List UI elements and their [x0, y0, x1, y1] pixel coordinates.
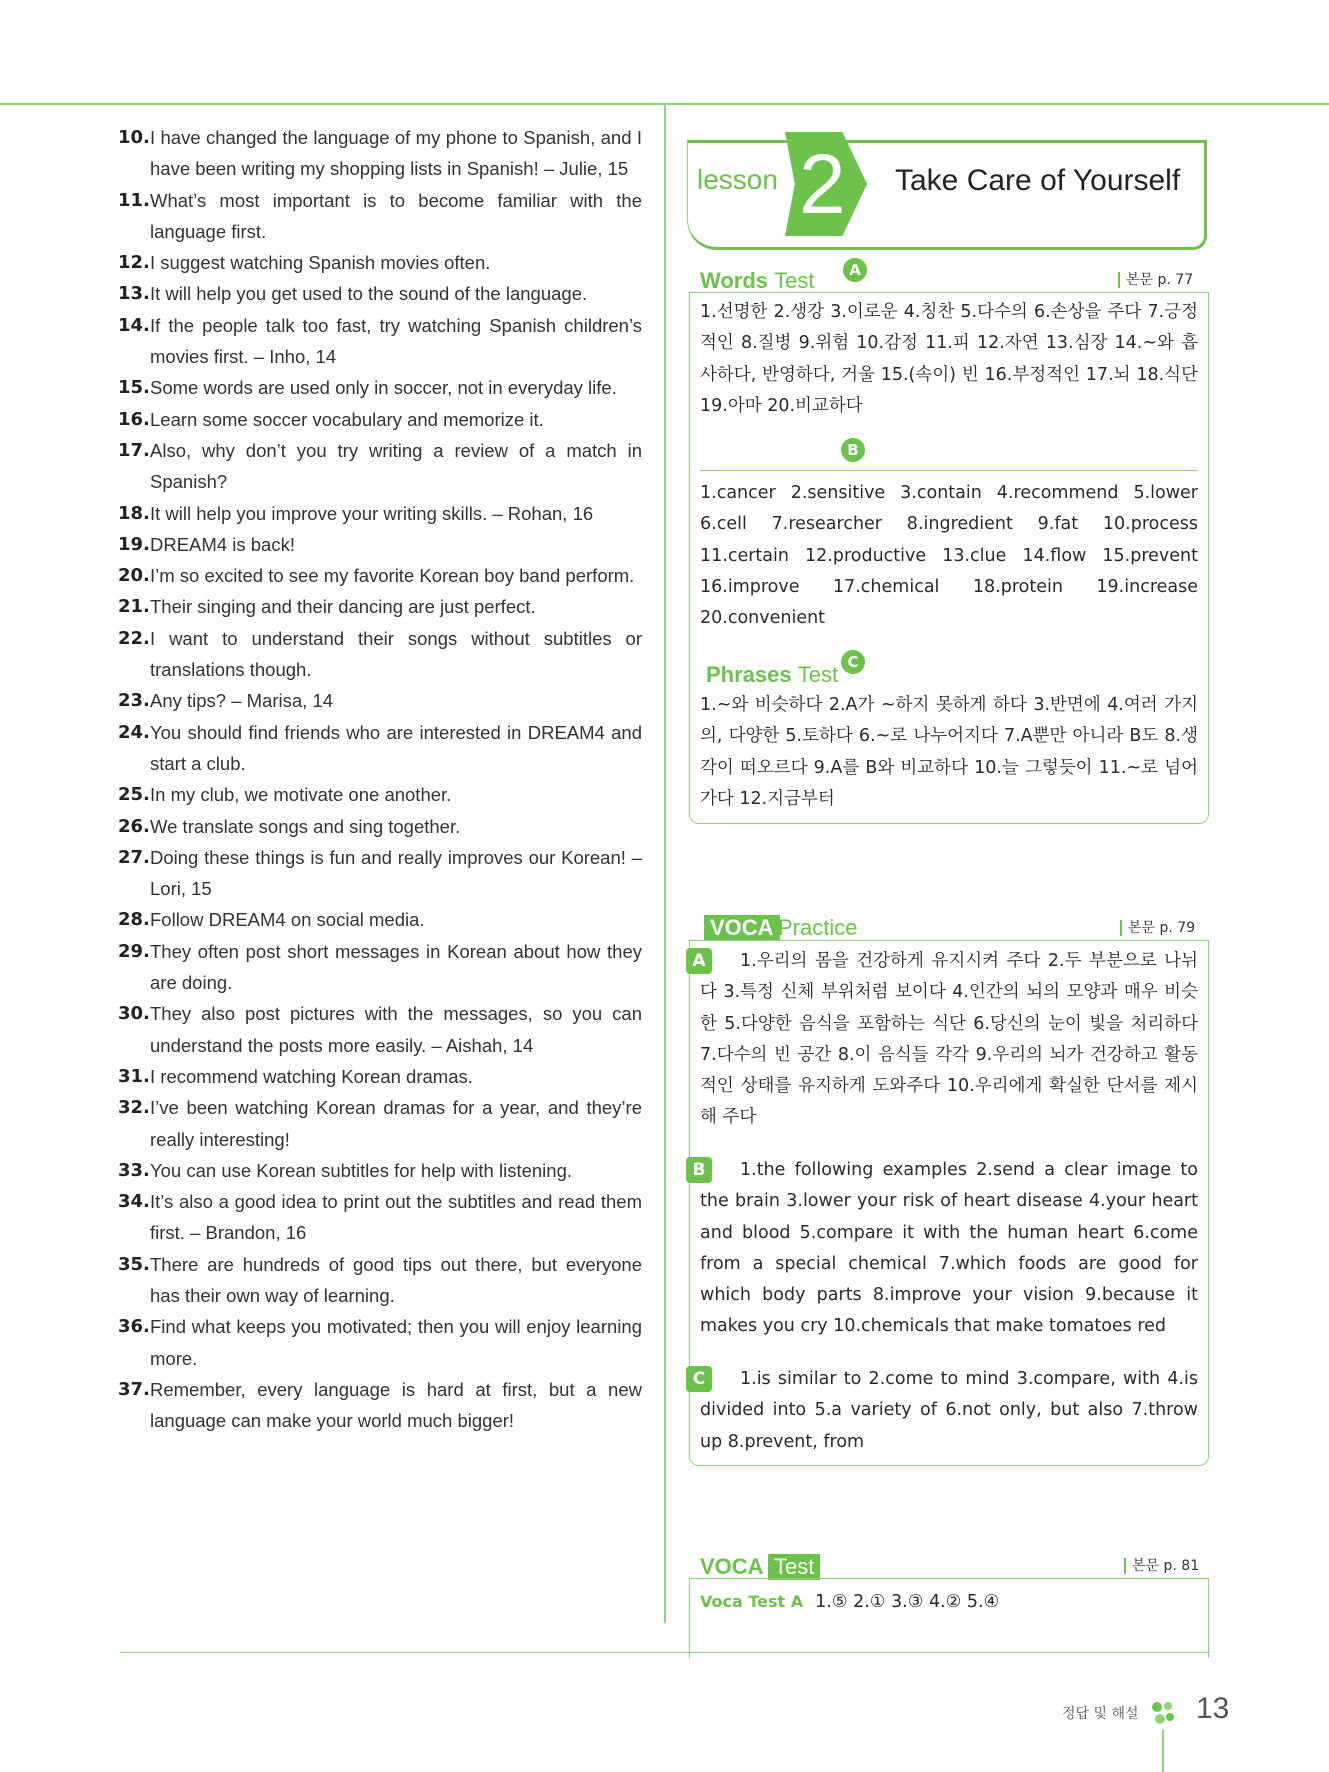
phrases-test-answers: 1.~와 비슷하다 2.A가 ~하지 못하게 하다 3.반면에 4.여러 가지의, 다양한 5.토하다 6.~로 나누어지다 7.A뿐만 아니라 B도 8.생각이 떠오르다 9.A를 B와 비교하다 10.늘 그렇듯이 11.~로 넘어가다 12.지금부터 [700, 695, 1198, 809]
section-a-badge: A [843, 258, 867, 282]
page-number: 13 [1196, 1692, 1230, 1725]
answer-item [118, 1155, 642, 1186]
answer-item [118, 685, 642, 716]
phrases-test-title-bold: Phrases [706, 662, 792, 687]
footer-label: 정답 및 해설 [1062, 1706, 1139, 1722]
answer-text: Remember, every language is hard at first, but a new language can make your world much bigger! [150, 1378, 642, 1432]
answer-item [118, 936, 642, 999]
words-test-title-bold: Words [700, 268, 769, 293]
answer-number: 26. [118, 815, 150, 837]
answer-number: 30. [118, 1003, 150, 1025]
words-test-a-answers: 1.선명한 2.생강 3.이로운 4.칭찬 5.다수의 6.손상을 주다 7.긍정적인 8.질병 9.위험 10.감정 11.피 12.자연 13.심장 14.~와 흡사하다, 반영하다, 거울 15.(속이) 빈 16.부정적인 17.뇌 18.식단 19.아마 20.비교하다 [700, 302, 1198, 416]
answer-item [118, 1249, 642, 1312]
phrases-test-title [706, 662, 838, 688]
answer-item [118, 1061, 642, 1092]
answer-number: 32. [118, 1097, 150, 1119]
answer-item [118, 372, 642, 403]
answer-text: It will help you improve your writing skills. – Rohan, 16 [150, 502, 594, 524]
answer-number: 15. [118, 377, 150, 399]
answer-item [118, 1092, 642, 1155]
voca-practice-c [692, 1364, 1198, 1458]
answer-text: You can use Korean subtitles for help with listening. [150, 1159, 572, 1181]
section-c-badge: C [841, 650, 865, 674]
voca-test-title: VOCA [700, 1554, 764, 1579]
voca-practice-tag: VOCA [704, 915, 780, 941]
answer-number: 18. [118, 502, 150, 524]
answer-item [118, 717, 642, 780]
answer-item [118, 591, 642, 622]
answer-number: 12. [118, 252, 150, 274]
phrases-test-title-thin: Test [797, 662, 839, 687]
voca-practice-c-badge: C [686, 1366, 712, 1392]
answer-number: 37. [118, 1378, 150, 1400]
answer-text: Also, why don’t you try writing a review of a match in Spanish? [150, 439, 642, 493]
voca-test-answers: 1.⑤ 2.① 3.③ 4.② 5.④ [815, 1592, 1000, 1612]
leaf-icon [1148, 1698, 1178, 1728]
answer-number: 22. [118, 627, 150, 649]
voca-practice-b-answers: 1.the following examples 2.send a clear image to the brain 3.lower your risk of heart disease 4.your heart and blood 5.compare it with the human heart 6.come from a special chemical 7.which foods are good for which body parts 8.improve your vision 9.because it makes you cry 10.chemicals that make tomatoes red [700, 1160, 1198, 1337]
answer-text: It will help you get used to the sound of the language. [150, 283, 588, 305]
answer-text: We translate songs and sing together. [150, 815, 461, 837]
voca-test-row [700, 1586, 999, 1618]
answer-text: I’ve been watching Korean dramas for a year, and they’re really interesting! [150, 1097, 642, 1150]
answer-text: If the people talk too fast, try watching Spanish children’s movies first. – Inho, 14 [150, 314, 642, 368]
voca-practice-page-ref: 본문 p. 79 [1120, 920, 1195, 936]
answer-text: Doing these things is fun and really improves our Korean! – Lori, 15 [150, 846, 642, 900]
voca-practice-b-badge: B [686, 1157, 712, 1183]
voca-test-label: Voca Test A [700, 1592, 804, 1611]
voca-practice-a [692, 946, 1198, 1134]
answer-text: It’s also a good idea to print out the subtitles and read them first. – Brandon, 16 [150, 1191, 642, 1244]
answer-text: Follow DREAM4 on social media. [150, 909, 425, 931]
answer-number: 19. [118, 533, 150, 555]
answer-number: 13. [118, 283, 150, 305]
answer-number: 14. [118, 314, 150, 336]
answer-item [118, 1186, 642, 1249]
answer-item [118, 529, 642, 560]
answer-number: 24. [118, 721, 150, 743]
answer-text: DREAM4 is back! [150, 533, 295, 555]
answer-number: 23. [118, 690, 150, 712]
answer-text: In my club, we motivate one another. [150, 784, 452, 806]
lesson-title: Take Care of Yourself [895, 164, 1181, 197]
answer-number: 29. [118, 940, 150, 962]
answer-text: I suggest watching Spanish movies often. [150, 252, 491, 274]
words-test-page-ref: 본문 p. 77 [1118, 272, 1193, 288]
answer-number: 35. [118, 1253, 150, 1275]
answer-item [118, 904, 642, 935]
answer-item [118, 122, 642, 185]
answer-number: 31. [118, 1065, 150, 1087]
words-test-b-answers: 1.cancer 2.sensitive 3.contain 4.recommend 5.lower 6.cell 7.researcher 8.ingredient 9.fat 10.process 11.certain 12.productive 13.clue 14.flow 15.prevent 16.improve 17.chemical 18.protein 19.increase 20.convenient [700, 483, 1198, 629]
answer-text: What’s most important is to become familiar with the language first. [150, 189, 642, 242]
voca-test-page-ref: 본문 p. 81 [1124, 1558, 1199, 1574]
answer-number: 11. [118, 189, 150, 211]
answer-item [118, 247, 642, 278]
answer-item [118, 278, 642, 309]
voca-test-subtitle: Test [768, 1554, 820, 1580]
divider-b [700, 470, 1198, 471]
answer-item [118, 811, 642, 842]
voca-practice-a-answers: 1.우리의 몸을 건강하게 유지시켜 주다 2.두 부분으로 나뉘다 3.특정 신체 부위처럼 보이다 4.인간의 뇌의 모양과 매우 비슷한 5.다양한 음식을 포함하는 식단 6.당신의 눈이 빛을 처리하다 7.다수의 빈 공간 8.이 음식들 각각 9.우리의 뇌가 건강하고 활동적인 상태를 유지하게 도와주다 10.우리에게 확실한 단서를 제시해 주다 [700, 951, 1198, 1128]
answer-item [118, 560, 642, 591]
answer-number: 21. [118, 596, 150, 618]
answer-item [118, 842, 642, 905]
answer-number: 28. [118, 909, 150, 931]
answer-number: 20. [118, 565, 150, 587]
footer-stem [1162, 1730, 1164, 1772]
answer-text: Any tips? – Marisa, 14 [150, 690, 334, 712]
answer-text: I recommend watching Korean dramas. [150, 1065, 473, 1087]
answer-text: Find what keeps you motivated; then you will enjoy learning more. [150, 1316, 642, 1369]
answer-text: They also post pictures with the messages, so you can understand the posts more easily. – Aishah, 14 [150, 1003, 642, 1056]
answer-number: 25. [118, 784, 150, 806]
answer-text: Learn some soccer vocabulary and memorize it. [150, 408, 544, 430]
words-test-title-thin: Test [774, 268, 815, 293]
answer-item [118, 779, 642, 810]
answer-list [118, 122, 642, 1436]
answer-number: 34. [118, 1191, 150, 1213]
answer-number: 33. [118, 1159, 150, 1181]
answer-number: 36. [118, 1316, 150, 1338]
answer-text: There are hundreds of good tips out there, but everyone has their own way of learning. [150, 1253, 642, 1306]
answer-item [118, 1311, 642, 1374]
answer-text: Some words are used only in soccer, not in everyday life. [150, 377, 617, 399]
answer-number: 27. [118, 846, 150, 868]
words-test-title [700, 268, 815, 294]
lesson-header [687, 137, 1207, 250]
answer-item [118, 998, 642, 1061]
answer-item [118, 404, 642, 435]
answer-text: Their singing and their dancing are just perfect. [150, 596, 536, 618]
answer-item [118, 185, 642, 248]
lesson-label: lesson [697, 164, 778, 195]
answer-item [118, 1374, 642, 1437]
voca-practice-a-badge: A [686, 948, 712, 974]
answer-item [118, 310, 642, 373]
answer-text: I’m so excited to see my favorite Korean boy band perform. [150, 565, 635, 587]
answer-text: I have changed the language of my phone to Spanish, and I have been writing my shopping lists in Spanish! – Julie, 15 [150, 127, 642, 180]
section-b-badge: B [841, 438, 865, 462]
voca-practice-c-answers: 1.is similar to 2.come to mind 3.compare, with 4.is divided into 5.a variety of 6.not only, but also 7.throw up 8.prevent, from [700, 1369, 1198, 1452]
voca-practice-b [692, 1155, 1198, 1343]
answer-number: 17. [118, 439, 150, 461]
column-divider [664, 103, 666, 1623]
answer-item [118, 623, 642, 686]
answer-item [118, 498, 642, 529]
answer-text: I want to understand their songs without subtitles or translations though. [150, 627, 642, 681]
answer-number: 16. [118, 408, 150, 430]
answer-text: You should find friends who are interested in DREAM4 and start a club. [150, 721, 642, 774]
lesson-number: 2 [799, 137, 846, 231]
answer-item [118, 435, 642, 498]
bottom-rule [120, 1652, 1210, 1653]
voca-practice-subtitle: Practice [778, 915, 858, 940]
answer-text: They often post short messages in Korean about how they are doing. [150, 940, 642, 994]
answer-number: 10. [118, 127, 150, 148]
